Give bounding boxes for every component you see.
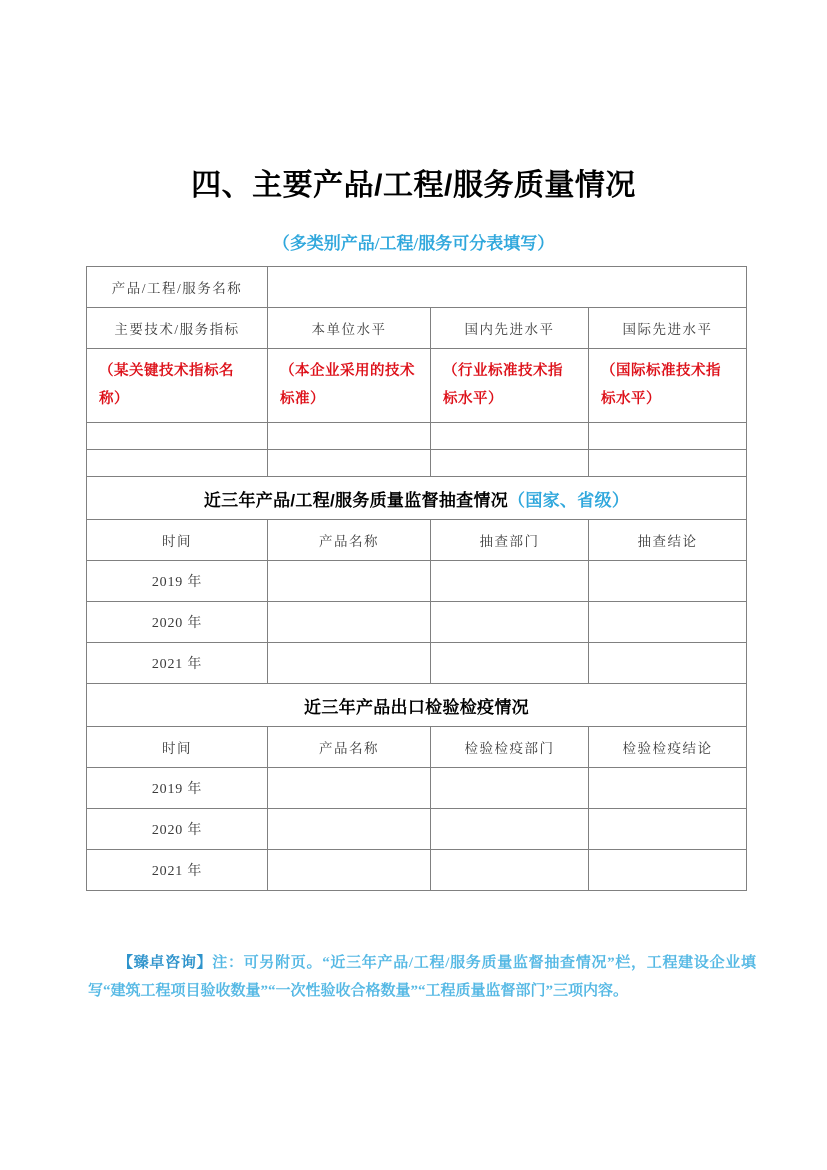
- cell-header-main-indicator: 主要技术/服务指标: [87, 308, 268, 349]
- cell-export-year: 2021 年: [87, 850, 268, 891]
- footnote-brand-tag: 【臻卓咨询】: [118, 955, 213, 971]
- table-row: [87, 561, 747, 602]
- cell-supervision-year: 2020 年: [87, 602, 268, 643]
- cell-header-international-level: 国际先进水平: [589, 308, 747, 349]
- cell-supervision-product[interactable]: [268, 602, 431, 643]
- cell-blank[interactable]: [87, 423, 268, 450]
- cell-export-year: 2020 年: [87, 809, 268, 850]
- cell-product-name-label: 产品/工程/服务名称: [87, 267, 268, 308]
- cell-header-export-conclusion: 检验检疫结论: [589, 727, 747, 768]
- table-row: [87, 809, 747, 850]
- cell-header-own-level: 本单位水平: [268, 308, 431, 349]
- quality-information-table: [86, 266, 747, 891]
- footnote: [88, 950, 756, 1006]
- cell-header-supervision-time: 时间: [87, 520, 268, 561]
- supervision-section-title: [87, 477, 747, 520]
- cell-header-domestic-level: 国内先进水平: [431, 308, 589, 349]
- cell-supervision-conclusion[interactable]: [589, 643, 747, 684]
- cell-export-product[interactable]: [268, 768, 431, 809]
- cell-supervision-department[interactable]: [431, 602, 589, 643]
- cell-supervision-year: 2019 年: [87, 561, 268, 602]
- cell-export-product[interactable]: [268, 850, 431, 891]
- cell-export-department[interactable]: [431, 768, 589, 809]
- cell-supervision-department[interactable]: [431, 643, 589, 684]
- cell-header-supervision-department: 抽查部门: [431, 520, 589, 561]
- supervision-section-title-highlight: （国家、省级）: [508, 490, 630, 510]
- cell-export-conclusion[interactable]: [589, 850, 747, 891]
- table-row: [87, 643, 747, 684]
- table-row-product-name: [87, 267, 747, 308]
- table-row-supervision-section-title: [87, 477, 747, 520]
- table-row-supervision-headers: [87, 520, 747, 561]
- cell-export-department[interactable]: [431, 850, 589, 891]
- page-title: 四、主要产品/工程/服务质量情况: [191, 169, 636, 202]
- cell-export-conclusion[interactable]: [589, 768, 747, 809]
- cell-header-supervision-conclusion: 抽查结论: [589, 520, 747, 561]
- cell-blank[interactable]: [87, 450, 268, 477]
- cell-header-export-time: 时间: [87, 727, 268, 768]
- cell-example-indicator-name: （某关键技术指标名称）: [87, 349, 268, 423]
- table-row-export-headers: [87, 727, 747, 768]
- table-row-indicator-headers: [87, 308, 747, 349]
- cell-supervision-product[interactable]: [268, 561, 431, 602]
- cell-export-conclusion[interactable]: [589, 809, 747, 850]
- table-row: [87, 850, 747, 891]
- table-row: [87, 423, 747, 450]
- supervision-section-title-main: 近三年产品/工程/服务质量监督抽查情况: [203, 490, 509, 510]
- cell-export-year: 2019 年: [87, 768, 268, 809]
- cell-blank[interactable]: [589, 450, 747, 477]
- cell-header-export-product: 产品名称: [268, 727, 431, 768]
- cell-supervision-year: 2021 年: [87, 643, 268, 684]
- page-subtitle: （多类别产品/工程/服务可分表填写）: [272, 234, 555, 253]
- cell-header-export-department: 检验检疫部门: [431, 727, 589, 768]
- cell-blank[interactable]: [268, 423, 431, 450]
- cell-supervision-conclusion[interactable]: [589, 602, 747, 643]
- cell-supervision-conclusion[interactable]: [589, 561, 747, 602]
- cell-example-own-standard: （本企业采用的技术标准）: [268, 349, 431, 423]
- cell-header-supervision-product: 产品名称: [268, 520, 431, 561]
- cell-export-department[interactable]: [431, 809, 589, 850]
- table-row: [87, 768, 747, 809]
- export-section-title: 近三年产品出口检验检疫情况: [87, 684, 747, 727]
- cell-example-international-standard: （国际标准技术指标水平）: [589, 349, 747, 423]
- cell-supervision-product[interactable]: [268, 643, 431, 684]
- table-row-indicator-example: [87, 349, 747, 423]
- cell-example-domestic-standard: （行业标准技术指标水平）: [431, 349, 589, 423]
- footnote-body: 注：可另附页。“近三年产品/工程/服务质量监督抽查情况”栏，工程建设企业填写“建筑工程项目验收数量”“一次性验收合格数量”“工程质量监督部门”三项内容。: [88, 955, 756, 999]
- cell-product-name-value[interactable]: [268, 267, 747, 308]
- cell-blank[interactable]: [431, 423, 589, 450]
- cell-export-product[interactable]: [268, 809, 431, 850]
- table-row: [87, 450, 747, 477]
- table-row: [87, 602, 747, 643]
- cell-blank[interactable]: [589, 423, 747, 450]
- cell-supervision-department[interactable]: [431, 561, 589, 602]
- cell-blank[interactable]: [268, 450, 431, 477]
- cell-blank[interactable]: [431, 450, 589, 477]
- table-row-export-section-title: [87, 684, 747, 727]
